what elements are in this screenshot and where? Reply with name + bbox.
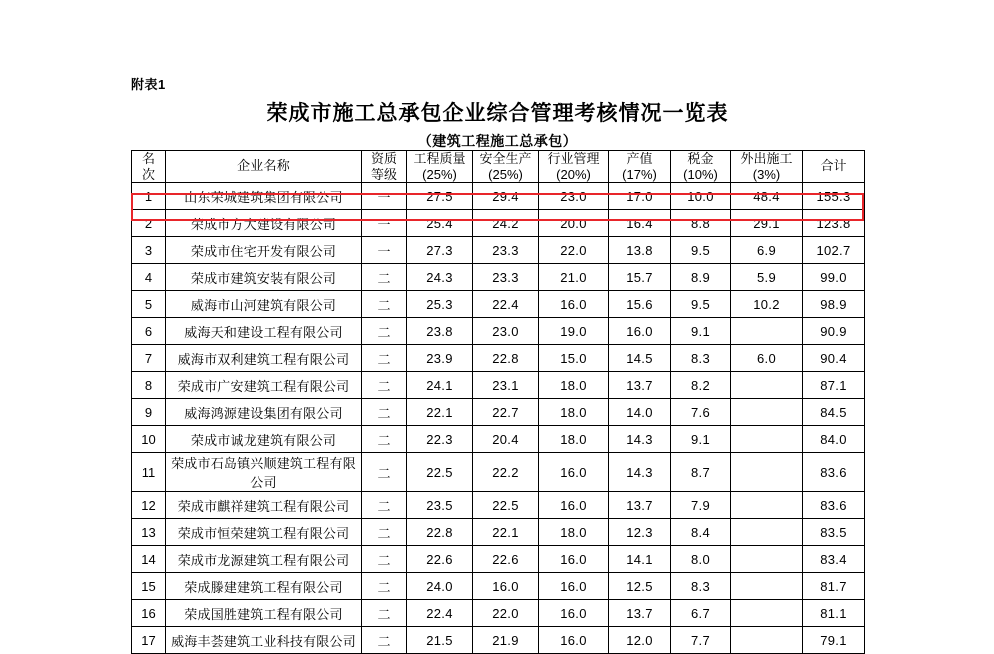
cell-safety: 20.4 <box>473 426 539 453</box>
cell-qualification: 二 <box>362 426 407 453</box>
cell-tax: 7.7 <box>671 627 731 654</box>
table-row <box>132 627 865 654</box>
cell-safety: 24.2 <box>473 210 539 237</box>
cell-output: 16.0 <box>609 318 671 345</box>
cell-industry: 15.0 <box>539 345 609 372</box>
cell-output: 15.7 <box>609 264 671 291</box>
cell-rank: 12 <box>132 492 166 519</box>
cell-output: 13.7 <box>609 372 671 399</box>
header-output-line1: 产值 <box>626 151 653 166</box>
cell-safety: 22.5 <box>473 492 539 519</box>
cell-rank: 14 <box>132 546 166 573</box>
cell-safety: 22.1 <box>473 519 539 546</box>
cell-outside <box>731 318 803 345</box>
table-row <box>132 492 865 519</box>
table-header <box>132 151 865 183</box>
table-row <box>132 453 865 492</box>
cell-quality: 24.0 <box>407 573 473 600</box>
cell-tax: 8.9 <box>671 264 731 291</box>
header-quality-line2: (25%) <box>422 166 457 182</box>
cell-tax: 8.7 <box>671 453 731 492</box>
cell-industry: 18.0 <box>539 399 609 426</box>
cell-safety: 23.1 <box>473 372 539 399</box>
cell-rank: 2 <box>132 210 166 237</box>
cell-rank: 7 <box>132 345 166 372</box>
cell-rank: 17 <box>132 627 166 654</box>
cell-qualification: 二 <box>362 519 407 546</box>
cell-output: 12.5 <box>609 573 671 600</box>
cell-rank: 16 <box>132 600 166 627</box>
cell-output: 12.0 <box>609 627 671 654</box>
cell-total: 102.7 <box>803 237 865 264</box>
cell-tax: 7.9 <box>671 492 731 519</box>
header-output-line2: (17%) <box>622 166 657 182</box>
cell-safety: 21.9 <box>473 627 539 654</box>
cell-tax: 8.3 <box>671 573 731 600</box>
cell-tax: 9.5 <box>671 237 731 264</box>
cell-company: 荣成滕建建筑工程有限公司 <box>166 573 362 600</box>
cell-output: 13.8 <box>609 237 671 264</box>
cell-industry: 16.0 <box>539 573 609 600</box>
cell-qualification: 二 <box>362 573 407 600</box>
cell-tax: 10.0 <box>671 183 731 210</box>
cell-qualification: 一 <box>362 237 407 264</box>
cell-qualification: 二 <box>362 600 407 627</box>
cell-quality: 25.4 <box>407 210 473 237</box>
cell-output: 16.4 <box>609 210 671 237</box>
cell-company: 荣成市龙源建筑工程有限公司 <box>166 546 362 573</box>
cell-industry: 23.0 <box>539 183 609 210</box>
cell-industry: 20.0 <box>539 210 609 237</box>
table-row <box>132 600 865 627</box>
header-tax-line2: (10%) <box>683 166 718 182</box>
cell-output: 14.3 <box>609 453 671 492</box>
header-quality <box>407 151 473 183</box>
cell-total: 155.3 <box>803 183 865 210</box>
cell-company: 荣成市广安建筑工程有限公司 <box>166 372 362 399</box>
cell-total: 83.5 <box>803 519 865 546</box>
cell-rank: 15 <box>132 573 166 600</box>
cell-quality: 22.1 <box>407 399 473 426</box>
cell-total: 87.1 <box>803 372 865 399</box>
cell-total: 84.5 <box>803 399 865 426</box>
cell-qualification: 二 <box>362 399 407 426</box>
table-row <box>132 291 865 318</box>
cell-rank: 8 <box>132 372 166 399</box>
header-safety <box>473 151 539 183</box>
cell-quality: 22.3 <box>407 426 473 453</box>
cell-outside <box>731 492 803 519</box>
cell-company: 威海市双利建筑工程有限公司 <box>166 345 362 372</box>
cell-outside: 6.0 <box>731 345 803 372</box>
cell-quality: 27.5 <box>407 183 473 210</box>
cell-output: 14.1 <box>609 546 671 573</box>
header-industry-line1: 行业管理 <box>547 151 600 166</box>
header-qualification <box>362 151 407 183</box>
table-row <box>132 426 865 453</box>
header-outside <box>731 151 803 183</box>
cell-company: 荣成市住宅开发有限公司 <box>166 237 362 264</box>
cell-rank: 11 <box>132 453 166 492</box>
cell-tax: 8.2 <box>671 372 731 399</box>
cell-rank: 13 <box>132 519 166 546</box>
page-subtitle: （建筑工程施工总承包） <box>417 133 578 150</box>
cell-total: 84.0 <box>803 426 865 453</box>
header-qualification-line2: 等级 <box>370 166 397 182</box>
header-industry <box>539 151 609 183</box>
cell-outside: 29.1 <box>731 210 803 237</box>
cell-company: 山东荣城建筑集团有限公司 <box>166 183 362 210</box>
cell-qualification: 二 <box>362 345 407 372</box>
cell-quality: 25.3 <box>407 291 473 318</box>
cell-industry: 16.0 <box>539 546 609 573</box>
cell-quality: 27.3 <box>407 237 473 264</box>
header-industry-line2: (20%) <box>556 166 591 182</box>
cell-rank: 4 <box>132 264 166 291</box>
cell-tax: 9.5 <box>671 291 731 318</box>
cell-quality: 23.8 <box>407 318 473 345</box>
cell-tax: 8.0 <box>671 546 731 573</box>
cell-tax: 9.1 <box>671 426 731 453</box>
cell-tax: 8.4 <box>671 519 731 546</box>
table-body <box>132 183 865 654</box>
table-row <box>132 237 865 264</box>
cell-rank: 1 <box>132 183 166 210</box>
header-outside-line2: (3%) <box>752 166 781 182</box>
cell-outside <box>731 573 803 600</box>
cell-industry: 21.0 <box>539 264 609 291</box>
cell-quality: 22.4 <box>407 600 473 627</box>
cell-industry: 16.0 <box>539 291 609 318</box>
cell-qualification: 二 <box>362 453 407 492</box>
cell-rank: 9 <box>132 399 166 426</box>
header-row <box>132 151 865 183</box>
cell-company: 威海天和建设工程有限公司 <box>166 318 362 345</box>
cell-quality: 21.5 <box>407 627 473 654</box>
cell-industry: 19.0 <box>539 318 609 345</box>
header-quality-line1: 工程质量 <box>413 151 466 166</box>
cell-qualification: 二 <box>362 318 407 345</box>
cell-industry: 16.0 <box>539 492 609 519</box>
table-row <box>132 519 865 546</box>
header-rank-line2: 次 <box>141 166 155 182</box>
header-rank-line1: 名 <box>141 151 155 166</box>
cell-safety: 22.0 <box>473 600 539 627</box>
cell-outside <box>731 372 803 399</box>
cell-total: 81.1 <box>803 600 865 627</box>
cell-outside <box>731 453 803 492</box>
cell-qualification: 一 <box>362 210 407 237</box>
cell-outside: 10.2 <box>731 291 803 318</box>
header-safety-line1: 安全生产 <box>479 151 532 166</box>
cell-safety: 22.4 <box>473 291 539 318</box>
header-total: 合计 <box>803 151 865 183</box>
cell-output: 13.7 <box>609 600 671 627</box>
cell-safety: 23.3 <box>473 264 539 291</box>
cell-company: 荣成市石岛镇兴顺建筑工程有限公司 <box>166 453 362 492</box>
cell-total: 83.4 <box>803 546 865 573</box>
cell-outside <box>731 426 803 453</box>
cell-quality: 24.3 <box>407 264 473 291</box>
cell-output: 15.6 <box>609 291 671 318</box>
cell-qualification: 二 <box>362 627 407 654</box>
cell-industry: 18.0 <box>539 426 609 453</box>
cell-quality: 22.8 <box>407 519 473 546</box>
table-row <box>132 264 865 291</box>
cell-safety: 29.4 <box>473 183 539 210</box>
cell-industry: 16.0 <box>539 600 609 627</box>
cell-safety: 22.2 <box>473 453 539 492</box>
header-qualification-line1: 资质 <box>370 151 397 166</box>
cell-outside: 48.4 <box>731 183 803 210</box>
cell-safety: 22.6 <box>473 546 539 573</box>
cell-outside <box>731 600 803 627</box>
cell-output: 14.0 <box>609 399 671 426</box>
cell-company: 荣成市建筑安装有限公司 <box>166 264 362 291</box>
header-company: 企业名称 <box>166 151 362 183</box>
table-row <box>132 399 865 426</box>
table-row <box>132 573 865 600</box>
cell-outside <box>731 546 803 573</box>
cell-company: 威海鸿源建设集团有限公司 <box>166 399 362 426</box>
cell-total: 79.1 <box>803 627 865 654</box>
cell-qualification: 一 <box>362 183 407 210</box>
cell-quality: 22.5 <box>407 453 473 492</box>
cell-safety: 16.0 <box>473 573 539 600</box>
cell-qualification: 二 <box>362 291 407 318</box>
cell-total: 83.6 <box>803 492 865 519</box>
cell-total: 98.9 <box>803 291 865 318</box>
cell-outside: 6.9 <box>731 237 803 264</box>
cell-qualification: 二 <box>362 546 407 573</box>
cell-tax: 8.8 <box>671 210 731 237</box>
cell-industry: 18.0 <box>539 519 609 546</box>
cell-qualification: 二 <box>362 372 407 399</box>
cell-quality: 22.6 <box>407 546 473 573</box>
cell-total: 90.4 <box>803 345 865 372</box>
cell-total: 90.9 <box>803 318 865 345</box>
title-block <box>131 100 864 151</box>
cell-outside <box>731 399 803 426</box>
cell-company: 荣成市方大建设有限公司 <box>166 210 362 237</box>
table-row <box>132 318 865 345</box>
cell-total: 81.7 <box>803 573 865 600</box>
cell-output: 12.3 <box>609 519 671 546</box>
cell-output: 13.7 <box>609 492 671 519</box>
cell-total: 99.0 <box>803 264 865 291</box>
cell-industry: 22.0 <box>539 237 609 264</box>
cell-outside <box>731 519 803 546</box>
cell-company: 荣成市诚龙建筑有限公司 <box>166 426 362 453</box>
cell-safety: 22.8 <box>473 345 539 372</box>
cell-company: 威海丰荟建筑工业科技有限公司 <box>166 627 362 654</box>
cell-total: 83.6 <box>803 453 865 492</box>
cell-industry: 16.0 <box>539 453 609 492</box>
cell-industry: 18.0 <box>539 372 609 399</box>
cell-qualification: 二 <box>362 264 407 291</box>
table-row <box>132 183 865 210</box>
cell-total: 123.8 <box>803 210 865 237</box>
cell-company: 威海市山河建筑有限公司 <box>166 291 362 318</box>
cell-qualification: 二 <box>362 492 407 519</box>
cell-tax: 9.1 <box>671 318 731 345</box>
cell-rank: 3 <box>132 237 166 264</box>
attachment-label: 附表1 <box>131 77 166 92</box>
table-row <box>132 372 865 399</box>
cell-industry: 16.0 <box>539 627 609 654</box>
cell-rank: 6 <box>132 318 166 345</box>
cell-company: 荣成国胜建筑工程有限公司 <box>166 600 362 627</box>
cell-tax: 6.7 <box>671 600 731 627</box>
cell-quality: 24.1 <box>407 372 473 399</box>
cell-safety: 22.7 <box>473 399 539 426</box>
cell-safety: 23.0 <box>473 318 539 345</box>
cell-tax: 7.6 <box>671 399 731 426</box>
header-tax-line1: 税金 <box>687 151 714 166</box>
assessment-table <box>131 150 865 654</box>
cell-quality: 23.9 <box>407 345 473 372</box>
page-title: 荣成市施工总承包企业综合管理考核情况一览表 <box>266 102 729 125</box>
cell-safety: 23.3 <box>473 237 539 264</box>
table-row <box>132 345 865 372</box>
cell-rank: 5 <box>132 291 166 318</box>
header-rank <box>132 151 166 183</box>
header-output <box>609 151 671 183</box>
cell-quality: 23.5 <box>407 492 473 519</box>
cell-outside: 5.9 <box>731 264 803 291</box>
header-safety-line2: (25%) <box>488 166 523 182</box>
cell-company: 荣成市麒祥建筑工程有限公司 <box>166 492 362 519</box>
table-row <box>132 210 865 237</box>
table-row <box>132 546 865 573</box>
cell-tax: 8.3 <box>671 345 731 372</box>
cell-output: 14.3 <box>609 426 671 453</box>
cell-rank: 10 <box>132 426 166 453</box>
header-outside-line1: 外出施工 <box>740 151 793 166</box>
cell-output: 17.0 <box>609 183 671 210</box>
header-tax <box>671 151 731 183</box>
cell-output: 14.5 <box>609 345 671 372</box>
cell-outside <box>731 627 803 654</box>
cell-company: 荣成市恒荣建筑工程有限公司 <box>166 519 362 546</box>
